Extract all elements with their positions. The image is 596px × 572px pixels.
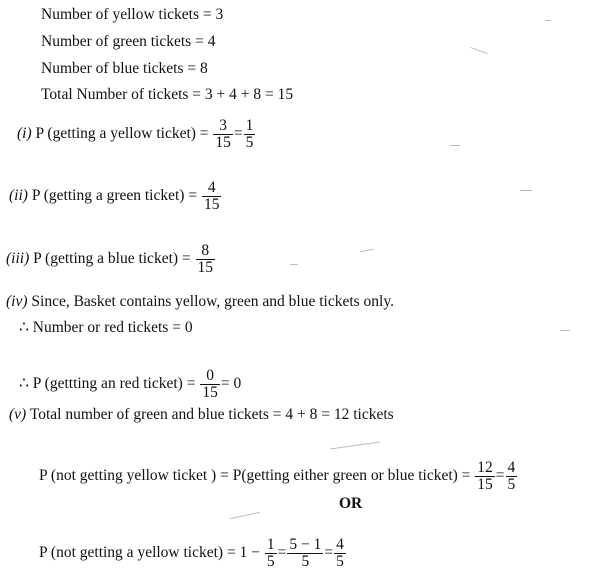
fraction (244, 118, 256, 151)
part-iii-index: (iii) (6, 250, 30, 268)
equals-sign: = (495, 467, 505, 485)
denominator: 5 (245, 134, 254, 151)
numerator: 4 (336, 536, 344, 553)
scan-mark (360, 249, 374, 252)
numerator: 8 (196, 243, 216, 260)
numerator: 1 (245, 117, 254, 134)
part-iv-red-count: Number or red tickets = 0 (32, 319, 193, 336)
part-v-line3 (39, 537, 347, 570)
part-iv-text: Since, Basket contains yellow, green and blue tickets only. (31, 293, 394, 310)
denominator: 5 (301, 553, 310, 570)
fraction (202, 180, 222, 213)
fraction (334, 537, 346, 570)
part-iv-line3 (19, 368, 241, 401)
fraction (196, 243, 216, 276)
part-iv-red-prob: P (gettting an red ticket) = (32, 375, 196, 393)
part-iv-index: (iv) (6, 293, 28, 310)
numerator: 1 (266, 536, 275, 553)
scan-mark (520, 190, 532, 191)
scan-mark (450, 145, 460, 146)
scan-mark (470, 47, 487, 54)
equals-sign: = (324, 544, 334, 562)
scan-mark (560, 330, 570, 331)
given-total: Total Number of tickets = 3 + 4 + 8 = 15 (41, 86, 294, 103)
therefore-symbol: ∴ (19, 319, 29, 336)
part-v-line1 (9, 406, 394, 424)
numerator: 5 − 1 (289, 536, 322, 553)
part-v-index: (v) (9, 406, 27, 423)
numerator: 4 (202, 180, 222, 197)
part-v-not-yellow: P (not getting yellow ticket ) = P(getting either green or blue ticket) = (39, 467, 471, 485)
given-yellow: Number of yellow tickets = 3 (41, 6, 224, 23)
part-iv-line1 (6, 293, 394, 311)
part-ii (9, 180, 222, 213)
part-i-index: (i) (17, 125, 32, 143)
denominator: 15 (197, 259, 214, 276)
part-i (17, 118, 256, 151)
denominator: 5 (336, 553, 344, 570)
scan-mark (330, 442, 380, 450)
numerator: 0 (200, 368, 220, 385)
denominator: 15 (215, 134, 231, 151)
fraction (213, 118, 233, 151)
given-green: Number of green tickets = 4 (41, 33, 216, 50)
equals-sign: = (277, 544, 287, 562)
scan-mark (545, 20, 551, 21)
denominator: 15 (203, 196, 220, 213)
numerator: 12 (477, 459, 493, 476)
numerator: 3 (213, 118, 233, 135)
numerator: 4 (507, 459, 516, 476)
scan-mark (230, 512, 260, 519)
part-ii-index: (ii) (9, 187, 28, 205)
fraction (475, 460, 495, 493)
part-ii-lhs: P (getting a green ticket) = (31, 187, 198, 205)
part-iii-lhs: P (getting a blue ticket) = (33, 250, 191, 268)
therefore-symbol: ∴ (19, 375, 29, 393)
part-v-text: Total number of green and blue tickets = 4 + 8 = 12 tickets (29, 406, 394, 423)
fraction (200, 368, 220, 401)
scan-mark (290, 264, 298, 265)
part-i-lhs: P (getting a yellow ticket) = (35, 125, 209, 143)
part-iv-line2 (19, 319, 193, 337)
part-iv-result: = 0 (220, 375, 242, 393)
equals-sign: = (233, 125, 243, 143)
denominator: 5 (266, 553, 275, 570)
denominator: 15 (477, 476, 493, 493)
part-v-line2 (39, 460, 518, 493)
denominator: 15 (202, 384, 218, 401)
fraction (265, 537, 277, 570)
part-iii (6, 243, 216, 276)
fraction (287, 537, 323, 570)
fraction (506, 460, 518, 493)
or-heading: OR (339, 495, 363, 512)
part-v-alt: P (not getting a yellow ticket) = 1 − (39, 544, 260, 562)
given-blue: Number of blue tickets = 8 (41, 60, 208, 77)
denominator: 5 (507, 476, 516, 493)
